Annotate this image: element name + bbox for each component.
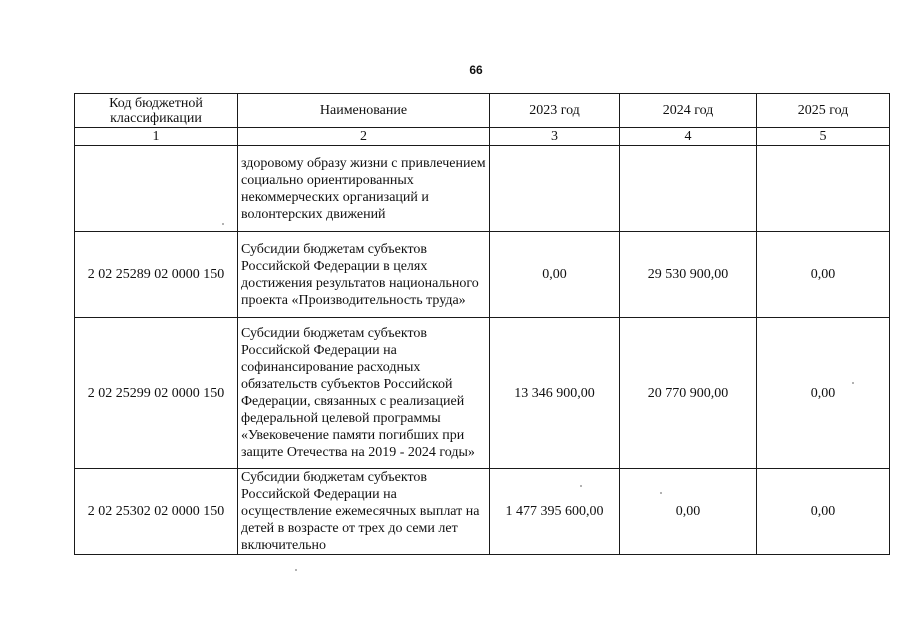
scan-speck [222,223,224,225]
budget-code-cell: 2 02 25299 02 0000 150 [75,318,238,469]
budget-code-cell [75,146,238,232]
name-cell: Субсидии бюджетам субъектов Российской Федерации на осуществление ежемесячных выплат на детей в возрасте от трех до семи лет включительно [238,469,490,555]
header-2024: 2024 год [620,94,757,128]
value-2025-cell: 0,00 [757,232,890,318]
name-cell: Субсидии бюджетам субъектов Российской Федерации в целях достижения результатов национального проекта «Производительность труда» [238,232,490,318]
budget-table [74,93,890,555]
scan-speck [660,492,662,494]
table-row [75,232,890,318]
header-2025: 2025 год [757,94,890,128]
budget-code-cell: 2 02 25302 02 0000 150 [75,469,238,555]
column-number: 3 [490,128,620,146]
column-number: 2 [238,128,490,146]
name-cell: Субсидии бюджетам субъектов Российской Федерации на софинансирование расходных обязательств субъектов Российской Федерации, связанных с реализацией федеральной целевой программы «Увековечение памяти погибших при защите Отечества на 2019 - 2024 годы» [238,318,490,469]
value-2024-cell: 0,00 [620,469,757,555]
value-2024-cell: 29 530 900,00 [620,232,757,318]
table-row [75,146,890,232]
column-number: 4 [620,128,757,146]
value-2023-cell: 0,00 [490,232,620,318]
header-code: Код бюджетной классификации [75,94,238,128]
name-cell: здоровому образу жизни с привлечением социально ориентированных некоммерческих организаций и волонтерских движений [238,146,490,232]
column-number: 1 [75,128,238,146]
header-2023: 2023 год [490,94,620,128]
scan-speck [852,382,854,384]
value-2024-cell [620,146,757,232]
value-2025-cell: 0,00 [757,318,890,469]
value-2023-cell: 13 346 900,00 [490,318,620,469]
header-name: Наименование [238,94,490,128]
scan-speck [580,485,582,487]
column-number-row [75,128,890,146]
value-2025-cell [757,146,890,232]
value-2023-cell: 1 477 395 600,00 [490,469,620,555]
value-2024-cell: 20 770 900,00 [620,318,757,469]
table-row [75,469,890,555]
page-number: 66 [469,63,483,77]
value-2023-cell [490,146,620,232]
column-number: 5 [757,128,890,146]
table-row [75,318,890,469]
value-2025-cell: 0,00 [757,469,890,555]
table-header-row [75,94,890,128]
budget-code-cell: 2 02 25289 02 0000 150 [75,232,238,318]
scan-speck [295,569,297,571]
